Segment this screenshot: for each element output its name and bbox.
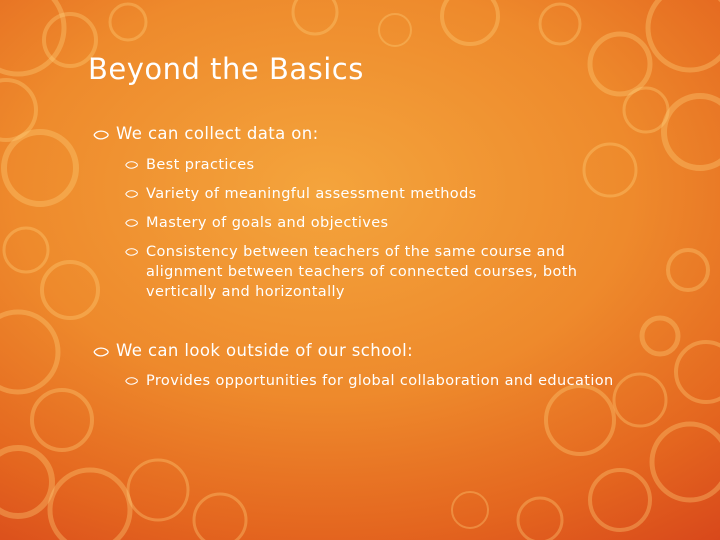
bullet-collect-data <box>92 124 319 143</box>
bullet-text: Best practices <box>146 157 255 173</box>
fleuron-icon <box>92 344 110 363</box>
fleuron-icon <box>124 373 139 393</box>
fleuron-icon <box>124 157 139 177</box>
sub-bullet-assessment-methods <box>124 184 616 204</box>
slide-title: Beyond the Basics <box>88 52 364 86</box>
sub-bullet-mastery-goals <box>124 213 616 233</box>
bullet-look-outside <box>92 341 413 360</box>
bullet-text: Consistency between teachers of the same course and alignment between teachers of connected courses, both vertically and horizontally <box>146 244 578 300</box>
sub-bullet-best-practices <box>124 155 616 175</box>
sub-bullet-consistency <box>124 242 616 302</box>
bullet-text: Variety of meaningful assessment methods <box>146 186 477 202</box>
bullet-text: We can collect data on: <box>116 124 319 143</box>
sub-bullet-global-collaboration <box>124 371 666 391</box>
fleuron-icon <box>124 215 139 235</box>
bullet-text: We can look outside of our school: <box>116 341 414 360</box>
bullet-text: Provides opportunities for global collaboration and education <box>146 373 614 389</box>
fleuron-icon <box>92 127 110 146</box>
bullet-text: Mastery of goals and objectives <box>146 215 389 231</box>
fleuron-icon <box>124 244 139 264</box>
fleuron-icon <box>124 186 139 206</box>
